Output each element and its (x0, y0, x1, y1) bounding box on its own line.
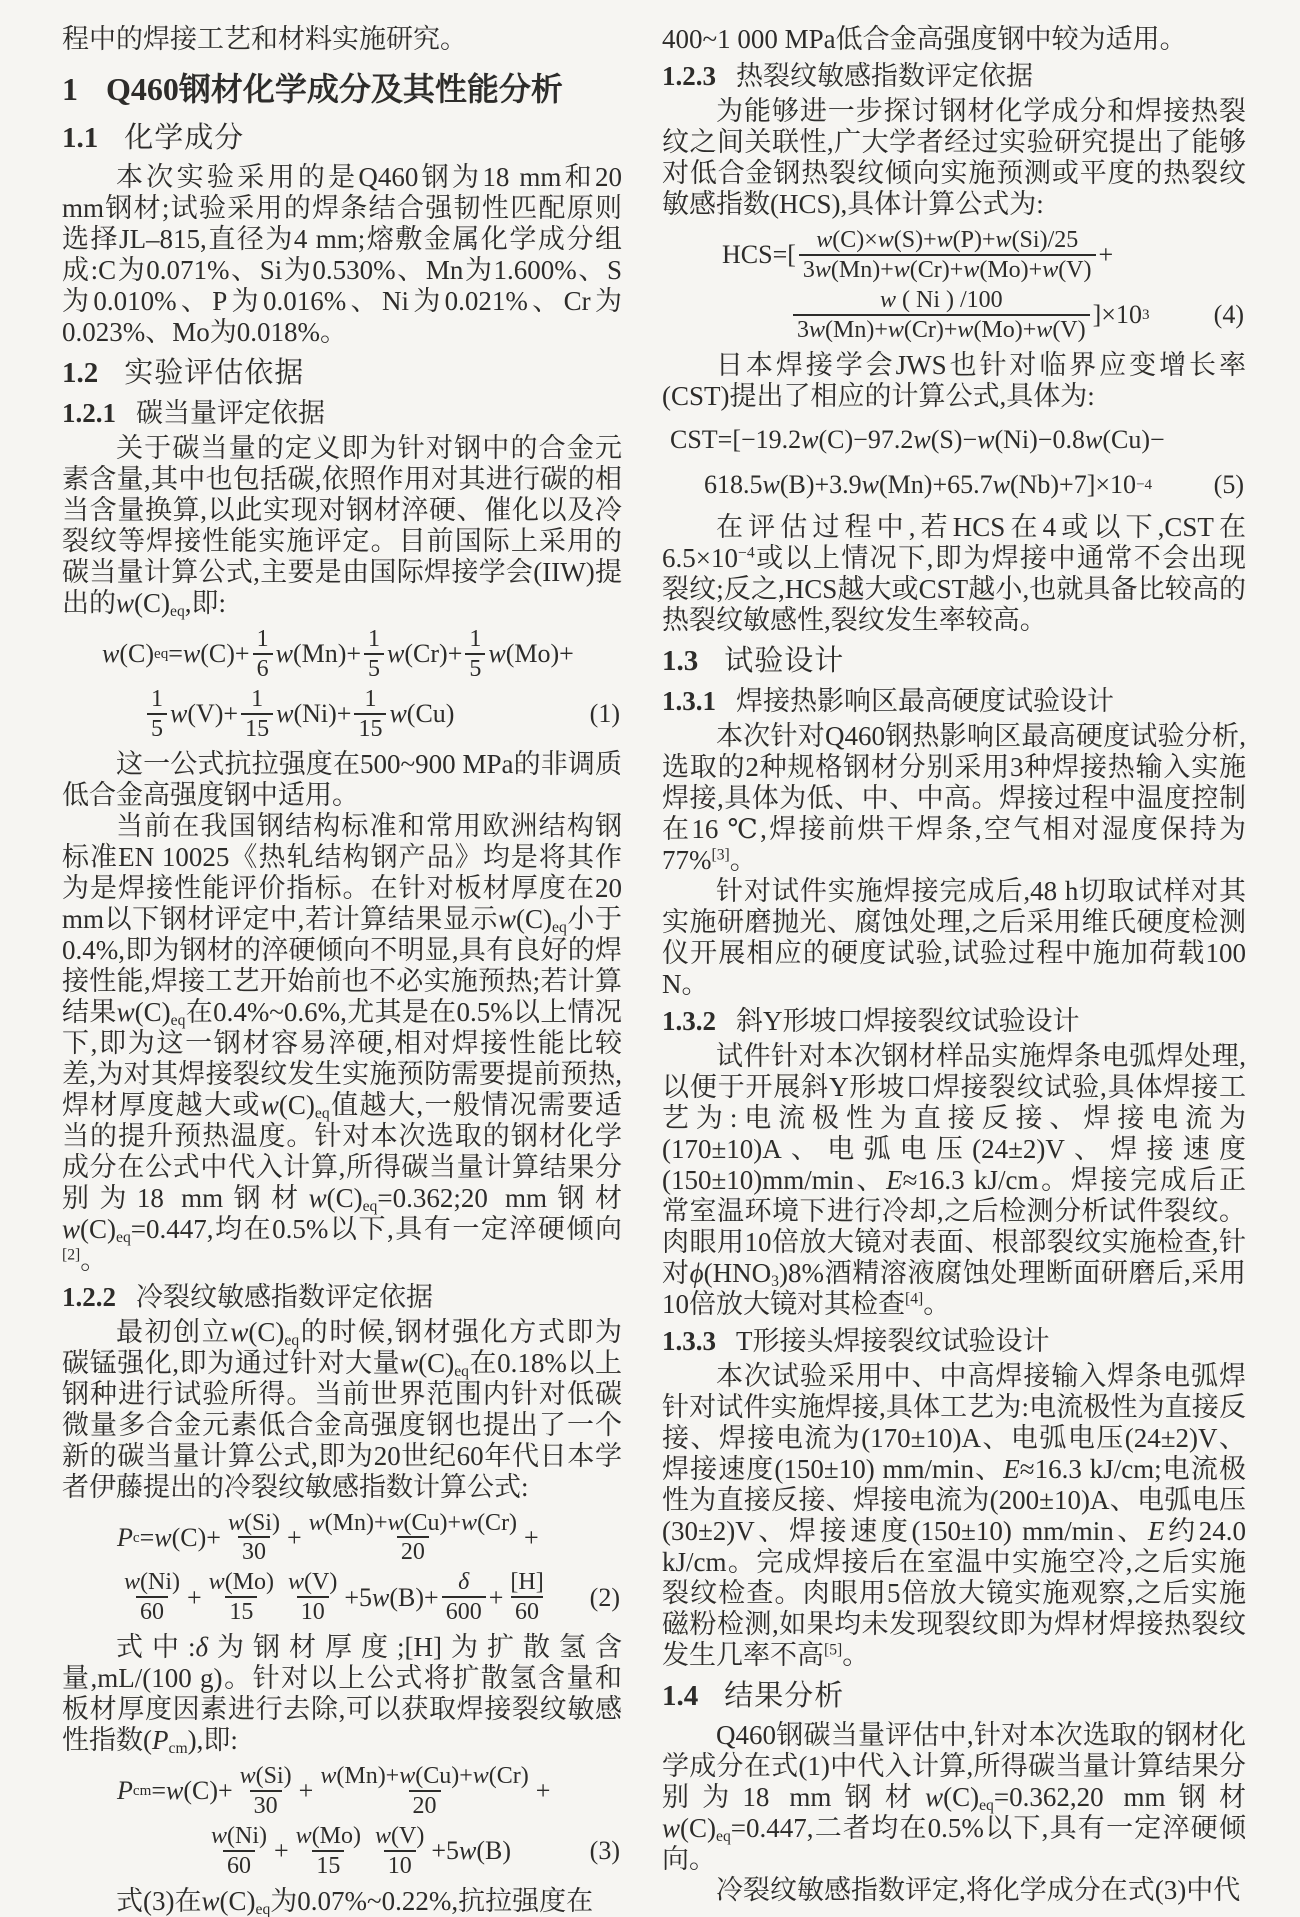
fraction: $\frac{w(C)\times w(S)+w(P)+w(Si)/25}{3w(Mn)+w(Cr)+w(Mo)+w(V)}$ (799, 227, 1096, 284)
paragraph: Q460钢碳当量评估中,针对本次选取的钢材化学成分在式(1)中代入计算,所得碳当量计算结果分别为18 mm钢材$w(C)_{eq}=0.362,20$ mm钢材$w(C)_{eq}=0.447$,二者均在0.5%以下,具有一定淬硬倾向。 (662, 1719, 1246, 1874)
fraction: $\frac{1}{15}$ (241, 686, 273, 743)
equation-number: (5) (1213, 469, 1244, 499)
heading-number: 1.1 (62, 122, 99, 154)
equation-number: (2) (589, 1582, 620, 1612)
equation-number: (4) (1213, 300, 1244, 330)
formula-5 (662, 419, 1246, 506)
heading-text: 焊接热影响区最高硬度试验设计 (736, 685, 1114, 716)
section-heading-1.2.1 (62, 397, 622, 429)
fraction: $\frac{w(Ni)}{60}$ (211, 1822, 267, 1879)
heading-text: Q460钢材化学成分及其性能分析 (106, 71, 563, 107)
fraction: $\frac{w(Si)}{30}$ (227, 1509, 280, 1566)
heading-number: 1 (62, 71, 78, 107)
equation-number: (1) (589, 699, 620, 729)
formula-1 (62, 626, 622, 743)
formula-content: $\frac{w(Ni)}{60}$ + $\frac{w(Mo)}{15}$ $\frac{w(V)}{10}$ +5 w (B) (62, 1823, 511, 1880)
heading-text: 化学成分 (124, 122, 245, 154)
formula-content: $\frac{w ( Ni ) /100}{3w(Mn)+w(Cr)+w(Mo)+w(V)}$ ]×10 3 (662, 287, 1150, 344)
formula-content: P c = w (C)+ $\frac{w(Si)}{30}$ + $\frac{w(Mn)+w(Cu)+w(Cr)}{20}$ + (117, 1509, 539, 1566)
heading-text: 结果分析 (724, 1679, 845, 1712)
fraction: $\frac{w(Mn)+w(Cu)+w(Cr)}{20}$ (308, 1509, 518, 1566)
formula-line (62, 1823, 622, 1880)
fraction: $\frac{w ( Ni ) /100}{3w(Mn)+w(Cr)+w(Mo)+w(V)}$ (793, 287, 1090, 344)
fraction: $\frac{1}{5}$ (364, 626, 384, 683)
formula-content: w (C) eq = w (C)+ $\frac{1}{6}$ w (Mn)+ $\frac{1}{5}$ w (Cr)+ $\frac{1}{5}$ w (Mo)+ (102, 626, 574, 682)
fraction: $\frac{1}{15}$ (354, 686, 386, 743)
fraction: $\frac{w(Si)}{30}$ (239, 1763, 292, 1819)
formula-content: P cm = w (C)+ $\frac{w(Si)}{30}$ + $\frac{w(Mn)+w(Cu)+w(Cr)}{20}$ + (117, 1763, 551, 1819)
heading-number: 1.3.2 (662, 1005, 716, 1036)
formula-line (662, 464, 1246, 506)
heading-number: 1.2.1 (62, 398, 116, 428)
formula-content: HCS=[ $\frac{w(C)\times w(S)+w(P)+w(Si)/25}{3w(Mn)+w(Cr)+w(Mo)+w(V)}$ + (722, 227, 1114, 283)
paragraph: 本次试验采用中、中高焊接输入焊条电弧焊针对试件实施焊接,具体工艺为:电流极性为直接反接、焊接电流为(170±10)A、电弧电压(24±2)V、焊接速度(150±10) mm/min、E≈16.3 kJ/cm;电流极性为直接反接、焊接电流为(200±10)A、电弧电压(30±2)V、焊接速度(150±10) mm/min、E约24.0 kJ/cm。完成焊接后在室温中实施空冷,之后实施裂纹检查。肉眼用5倍放大镜实施观察,之后实施磁粉检测,如果均未发现裂纹即为焊材焊接热裂纹发生几率不高[5]。 (662, 1360, 1247, 1670)
section-heading-1.2.3 (662, 60, 1246, 92)
fraction: $\frac{1}{6}$ (253, 626, 273, 683)
heading-number: 1.3.1 (662, 685, 716, 716)
paragraph: 当前在我国钢结构标准和常用欧洲结构钢标准EN 10025《热轧结构钢产品》均是将其作为是焊接性能评价指标。在针对板材厚度在20 mm以下钢材评定中,若计算结果显示$w(C)_{eq}$小于0.4%,即为钢材的淬硬倾向不明显,具有良好的焊接性能,焊接工艺开始前也不必实施预热;若计算结果$w(C)_{eq}$在0.4%~0.6%,尤其是在0.5%以上情况下,即为这一钢材容易淬硬,相对焊接性能比较差,为对其焊接裂纹发生实施预防需要提前预热,焊材厚度越大或$w(C)_{eq}$值越大,一般情况需要适当的提升预热温度。针对本次选取的钢材化学成分在公式中代入计算,所得碳当量计算结果分别为18 mm钢材$w(C)_{eq}=0.362;20$ mm钢材$w(C)_{eq}=0.447$,均在0.5%以下,具有一定淬硬倾向[2]。 (62, 810, 623, 1275)
heading-number: 1.2.2 (62, 1281, 116, 1312)
paragraph: 日本焊接学会JWS也针对临界应变增长率(CST)提出了相应的计算公式,具体为: (662, 349, 1246, 411)
formula-content: 618.5 w (B)+3.9 w (Mn)+65.7 w (Nb)+7]×10 −4 (704, 469, 1153, 499)
section-heading-1.2 (62, 356, 622, 391)
formula-4 (662, 227, 1246, 344)
formula-line (62, 686, 622, 743)
heading-number: 1.2 (62, 357, 99, 389)
fraction: $\frac{w(V)}{10}$ (375, 1822, 425, 1879)
fraction: $\frac{\delta}{600}$ (442, 1569, 486, 1626)
fraction: $\frac{[H]}{60}$ (510, 1569, 544, 1626)
heading-text: 碳当量评定依据 (136, 398, 325, 428)
fraction: $\frac{w(Ni)}{60}$ (124, 1569, 180, 1626)
paragraph: 本次实验采用的是Q460钢为18 mm和20 mm钢材;试验采用的焊条结合强韧性匹配原则选择JL–815,直径为4 mm;熔敷金属化学成分组成:C为0.071%、Si为0.530%、Mn为1.600%、S为0.010%、P为0.016%、Ni为0.021%、Cr为0.023%、Mo为0.018%。 (62, 162, 622, 347)
paragraph: 在评估过程中,若HCS在4或以下,CST在$6.5\times 10^{-4}$或以上情况下,即为焊接中通常不会出现裂纹;反之,HCS越大或CST越小,也就具备比较高的热裂纹敏感性,裂纹发生率较高。 (662, 511, 1246, 635)
heading-number: 1.3 (662, 644, 699, 677)
fraction: $\frac{w(Mo)}{15}$ (208, 1569, 275, 1626)
section-heading-1 (62, 70, 622, 108)
formula-line (662, 287, 1246, 344)
formula-2 (62, 1510, 622, 1627)
fraction: $\frac{1}{5}$ (465, 626, 485, 683)
paragraph: 最初创立$w(C)_{eq}$的时候,钢材强化方式即为碳锰强化,即为通过针对大量$w(C)_{eq}$在0.18%以上钢种进行试验所得。当前世界范围内针对低碳微量多合金元素低合金高强度钢也提出了一个新的碳当量计算公式,即为20世纪60年代日本学者伊藤提出的冷裂纹敏感指数计算公式: (62, 1316, 623, 1502)
fraction: $\frac{w(Mo)}{15}$ (295, 1822, 362, 1879)
formula-line (62, 1510, 622, 1567)
left-column (62, 24, 622, 1917)
formula-3 (62, 1763, 622, 1880)
section-heading-1.4 (662, 1679, 1246, 1714)
heading-number: 1.3.3 (662, 1325, 716, 1356)
right-column (662, 24, 1246, 1917)
paragraph: 式中:δ为钢材厚度;[H]为扩散氢含量,mL/(100 g)。针对以上公式将扩散氢含量和板材厚度因素进行去除,可以获取焊接裂纹敏感性指数$(P_{cm})$,即: (62, 1632, 622, 1757)
paragraph: 程中的焊接工艺和材料实施研究。 (62, 24, 467, 54)
fraction: $\frac{w(Mn)+w(Cu)+w(Cr)}{20}$ (320, 1763, 529, 1819)
paragraph: 针对试件实施焊接完成后,48 h切取试样对其实施研磨抛光、腐蚀处理,之后采用维氏硬度检测仪开展相应的硬度试验,试验过程中施加荷载100 N。 (662, 875, 1246, 999)
section-heading-1.1 (62, 121, 622, 156)
section-heading-1.3.3 (662, 1325, 1246, 1357)
formula-content: CST=[−19.2 w (C)−97.2 w (S)− w (Ni)−0.8 w (Cu)− (670, 424, 1165, 454)
heading-text: 试验设计 (724, 644, 845, 677)
paragraph: 冷裂纹敏感指数评定,将化学成分在式(3)中代 (716, 1874, 1241, 1905)
heading-text: T形接头焊接裂纹试验设计 (736, 1325, 1050, 1356)
heading-text: 斜Y形坡口焊接裂纹试验设计 (736, 1005, 1080, 1036)
section-heading-1.2.2 (62, 1281, 622, 1313)
equation-number: (3) (589, 1836, 620, 1866)
paragraph: 400~1 000 MPa低合金高强度钢中较为适用。 (662, 24, 1187, 54)
formula-line (62, 626, 622, 683)
section-heading-1.3.2 (662, 1005, 1246, 1037)
formula-content: $\frac{w(Ni)}{60}$ + $\frac{w(Mo)}{15}$ $\frac{w(V)}{10}$ +5 w (B)+ $\frac{\delta}{600}$ + $\frac{[H]}{60}$ (62, 1569, 551, 1626)
paragraph: 本次针对Q460钢热影响区最高硬度试验分析,选取的2种规格钢材分别采用3种焊接热输入实施焊接,具体为低、中、中高。焊接过程中温度控制在16 ℃,焊接前烘干焊条,空气相对湿度保持为77%[3]。 (662, 720, 1246, 875)
paragraph: 这一公式抗拉强度在500~900 MPa的非调质低合金高强度钢中适用。 (62, 748, 622, 810)
formula-content: $\frac{1}{5}$ w (V)+ $\frac{1}{15}$ w (Ni)+ $\frac{1}{15}$ w (Cu) (62, 686, 454, 743)
section-heading-1.3.1 (662, 685, 1246, 717)
heading-text: 冷裂纹敏感指数评定依据 (136, 1281, 433, 1312)
heading-text: 实验评估依据 (124, 357, 305, 389)
fraction: $\frac{1}{5}$ (147, 686, 167, 743)
formula-line (62, 1569, 622, 1626)
section-heading-1.3 (662, 644, 1246, 679)
formula-line (62, 1763, 622, 1820)
paragraph: 式(3)在$w(C)_{eq}$为0.07%~0.22%,抗拉强度在 (116, 1885, 594, 1917)
heading-number: 1.2.3 (662, 61, 716, 91)
heading-text: 热裂纹敏感指数评定依据 (736, 61, 1033, 91)
paragraph: 试件针对本次钢材样品实施焊条电弧焊处理,以便于开展斜Y形坡口焊接裂纹试验,具体焊接工艺为:电流极性为直接反接、焊接电流为(170±10)A、电弧电压(24±2)V、焊接速度(150±10)mm/min、E≈16.3 kJ/cm。焊接完成后正常室温环境下进行冷却,之后检测分析试件裂纹。肉眼用10倍放大镜对表面、根部裂纹实施检查,针对$\phi(HNO_3)8\%$酒精溶液腐蚀处理断面研磨后,采用10倍放大镜对其检查[4]。 (662, 1040, 1247, 1319)
fraction: $\frac{w(V)}{10}$ (288, 1569, 338, 1626)
formula-line (662, 419, 1246, 461)
paragraph: 为能够进一步探讨钢材化学成分和焊接热裂纹之间关联性,广大学者经过实验研究提出了能够对低合金钢热裂纹倾向实施预测或平度的热裂纹敏感指数(HCS),具体计算公式为: (662, 96, 1246, 219)
formula-line (662, 227, 1246, 284)
heading-number: 1.4 (662, 1679, 699, 1712)
paragraph: 关于碳当量的定义即为针对钢中的合金元素含量,其中也包括碳,依照作用对其进行碳的相当含量换算,以此实现对钢材淬硬、催化以及冷裂纹等焊接性能实施评定。目前国际上采用的碳当量计算公式,主要是由国际焊接学会(IIW)提出的$w(C)_{eq}$,即: (62, 433, 622, 620)
